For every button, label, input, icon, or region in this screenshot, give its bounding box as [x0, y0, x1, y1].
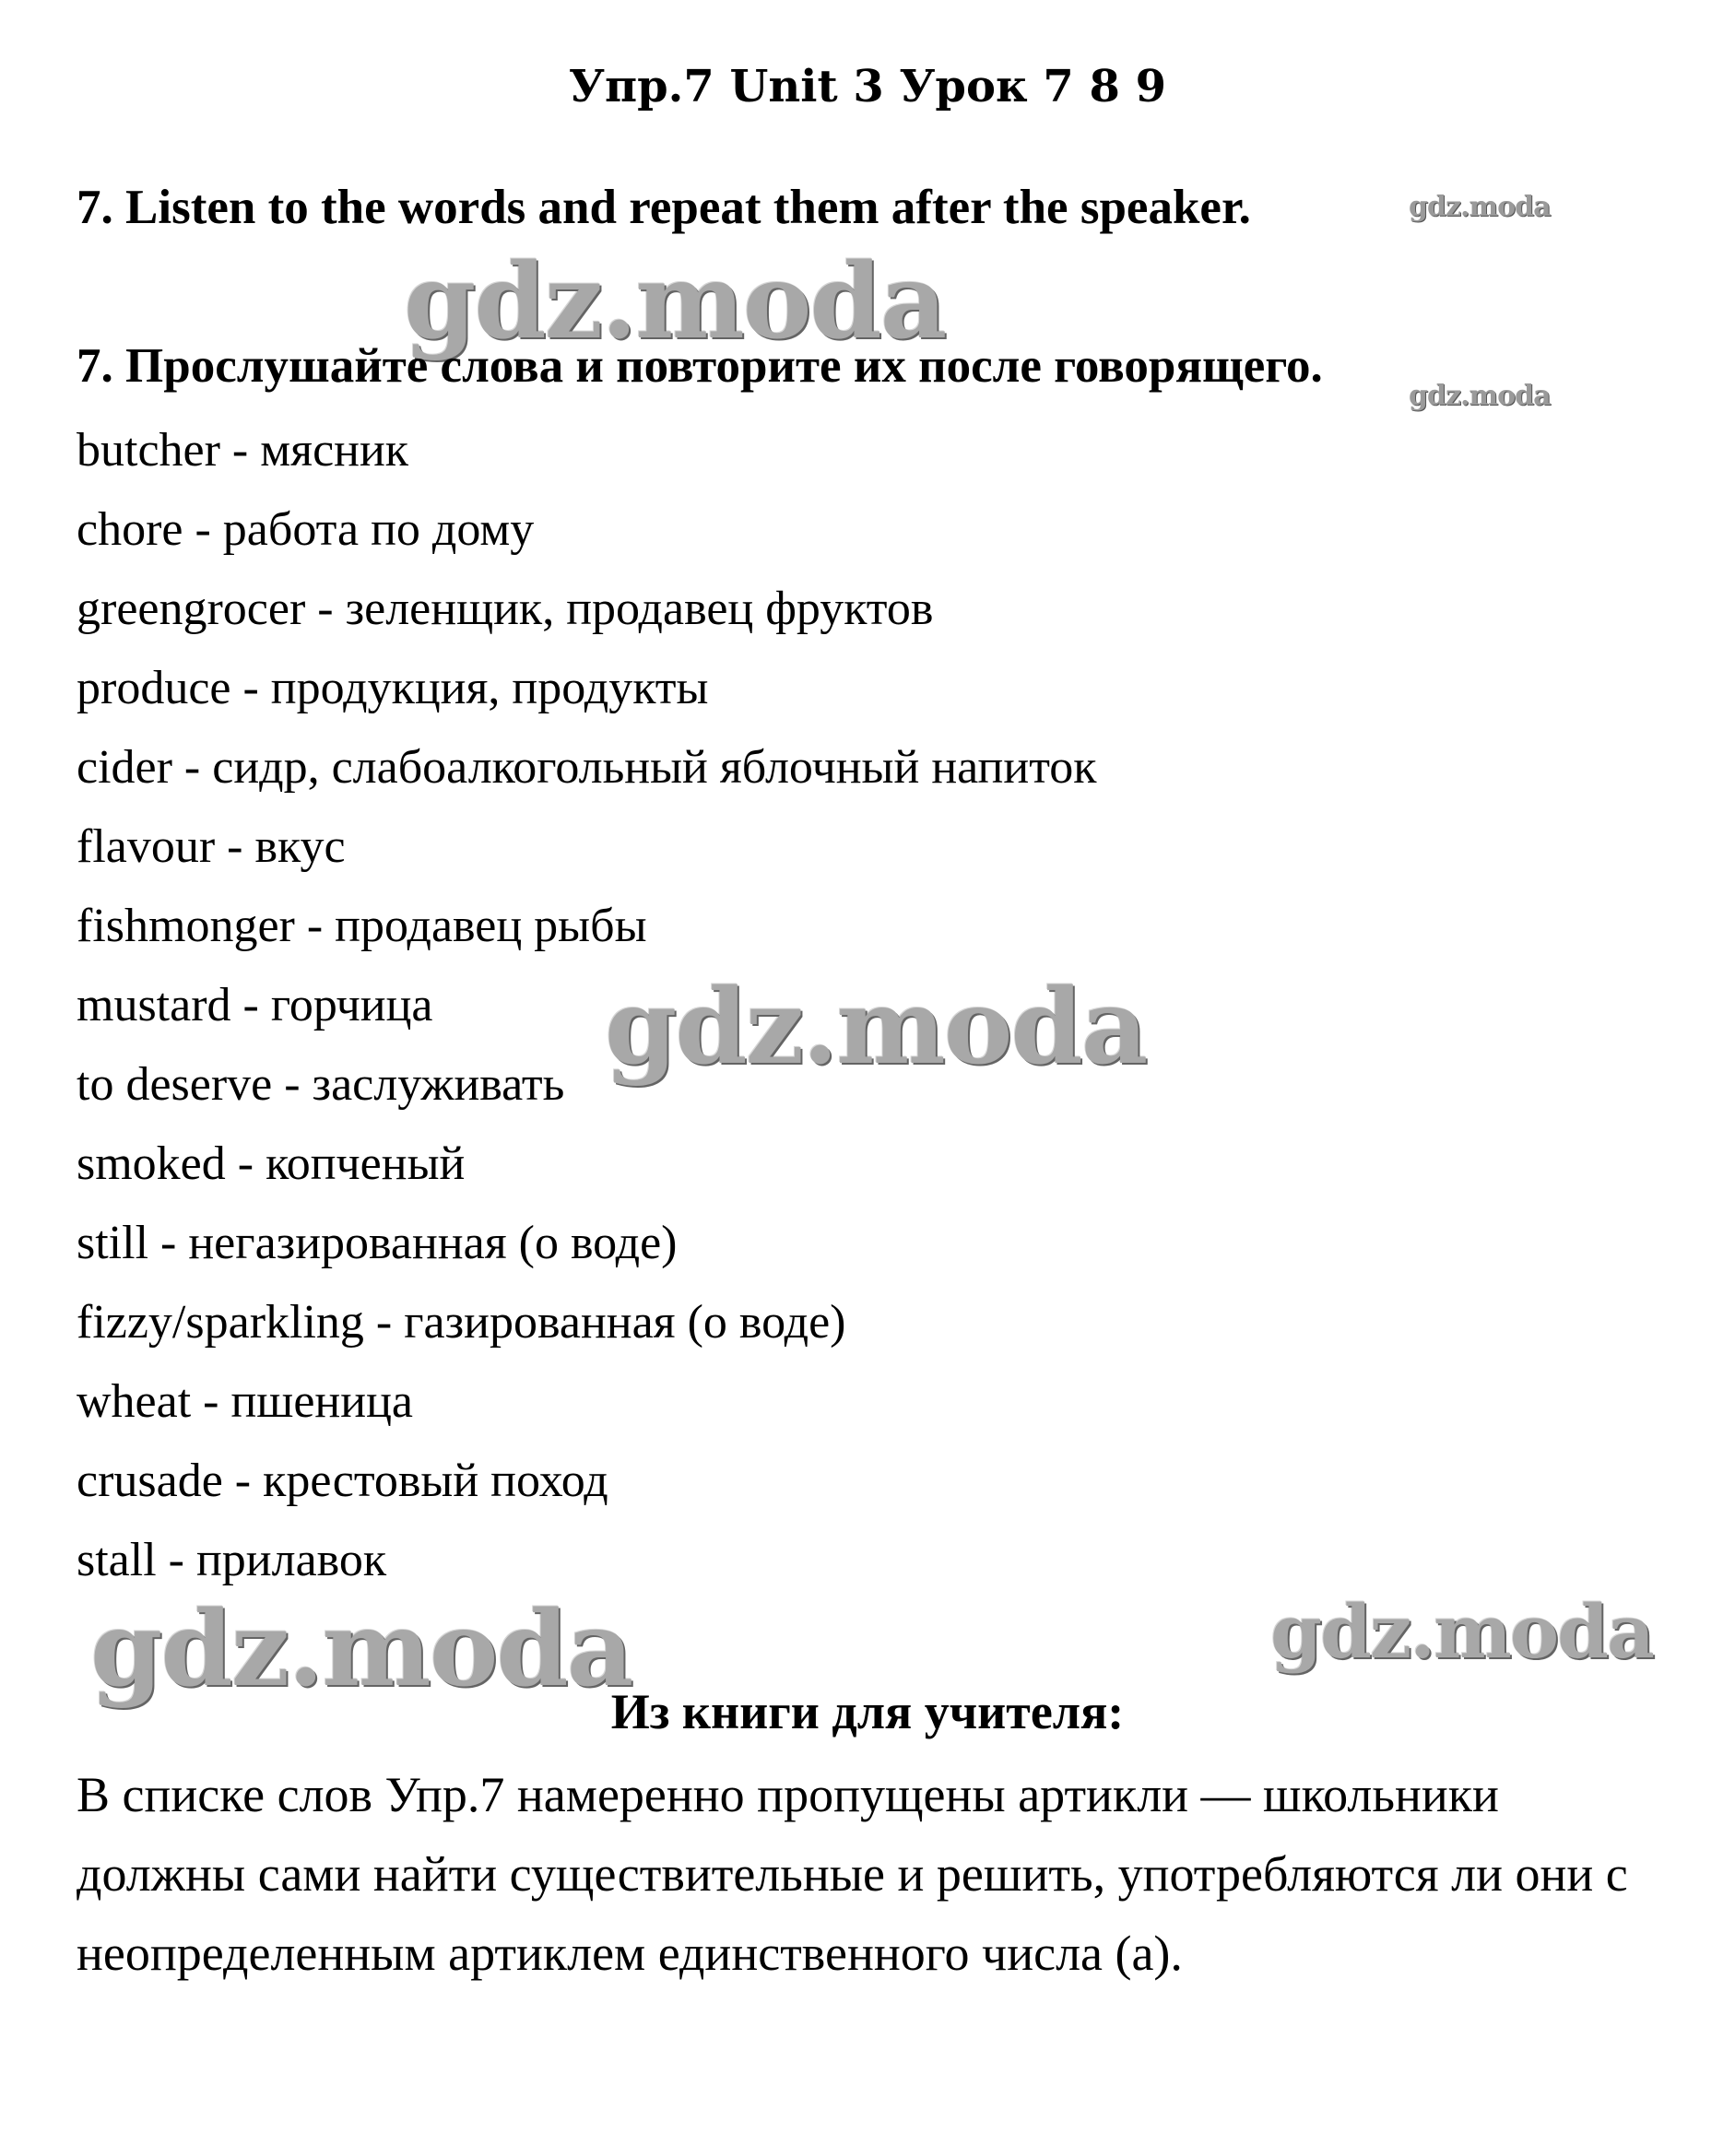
teacher-book-heading: Из книги для учителя: — [610, 1684, 1125, 1739]
vocabulary-item: to deserve - заслуживать — [77, 1058, 565, 1111]
vocabulary-item: mustard - горчица — [77, 979, 433, 1031]
vocabulary-item: fizzy/sparkling - газированная (о воде) — [77, 1296, 846, 1349]
watermark: gdz.moda — [90, 1589, 632, 1710]
task-russian: 7. Прослушайте слова и повторите их после говорящего. — [77, 339, 1323, 393]
page-title: Упр.7 Unit 3 Урок 7 8 9 — [569, 61, 1166, 112]
vocabulary-item: produce - продукция, продукты — [77, 662, 709, 714]
vocabulary-item: flavour - вкус — [77, 820, 346, 873]
task-english: 7. Listen to the words and repeat them after the speaker. — [77, 181, 1251, 234]
watermark: gdz.moda — [404, 242, 946, 362]
watermark: gdz.moda — [1409, 191, 1551, 223]
watermark: gdz.moda — [605, 967, 1147, 1088]
teacher-book-text: В списке слов Упр.7 намеренно пропущены артикли — школьники должны сами найти существительные и решить, употребляются ли они с неопределенным артиклем единственного числа (a). — [77, 1767, 1628, 1981]
vocabulary-item: fishmonger - продавец рыбы — [77, 900, 647, 952]
vocabulary-item: cider - сидр, слабоалкогольный яблочный напиток — [77, 741, 1097, 794]
vocabulary-item: still - негазированная (о воде) — [77, 1217, 678, 1269]
vocabulary-item: crusade - крестовый поход — [77, 1455, 608, 1507]
watermark: gdz.moda — [1270, 1588, 1653, 1675]
watermark: gdz.moda — [1409, 380, 1551, 412]
vocabulary-item: stall - прилавок — [77, 1534, 387, 1586]
vocabulary-item: greengrocer - зеленщик, продавец фруктов — [77, 583, 934, 635]
vocabulary-item: wheat - пшеница — [77, 1375, 413, 1428]
vocabulary-item: butcher - мясник — [77, 424, 409, 477]
vocabulary-item: smoked - копченый — [77, 1137, 466, 1190]
vocabulary-item: chore - работа по дому — [77, 503, 535, 556]
